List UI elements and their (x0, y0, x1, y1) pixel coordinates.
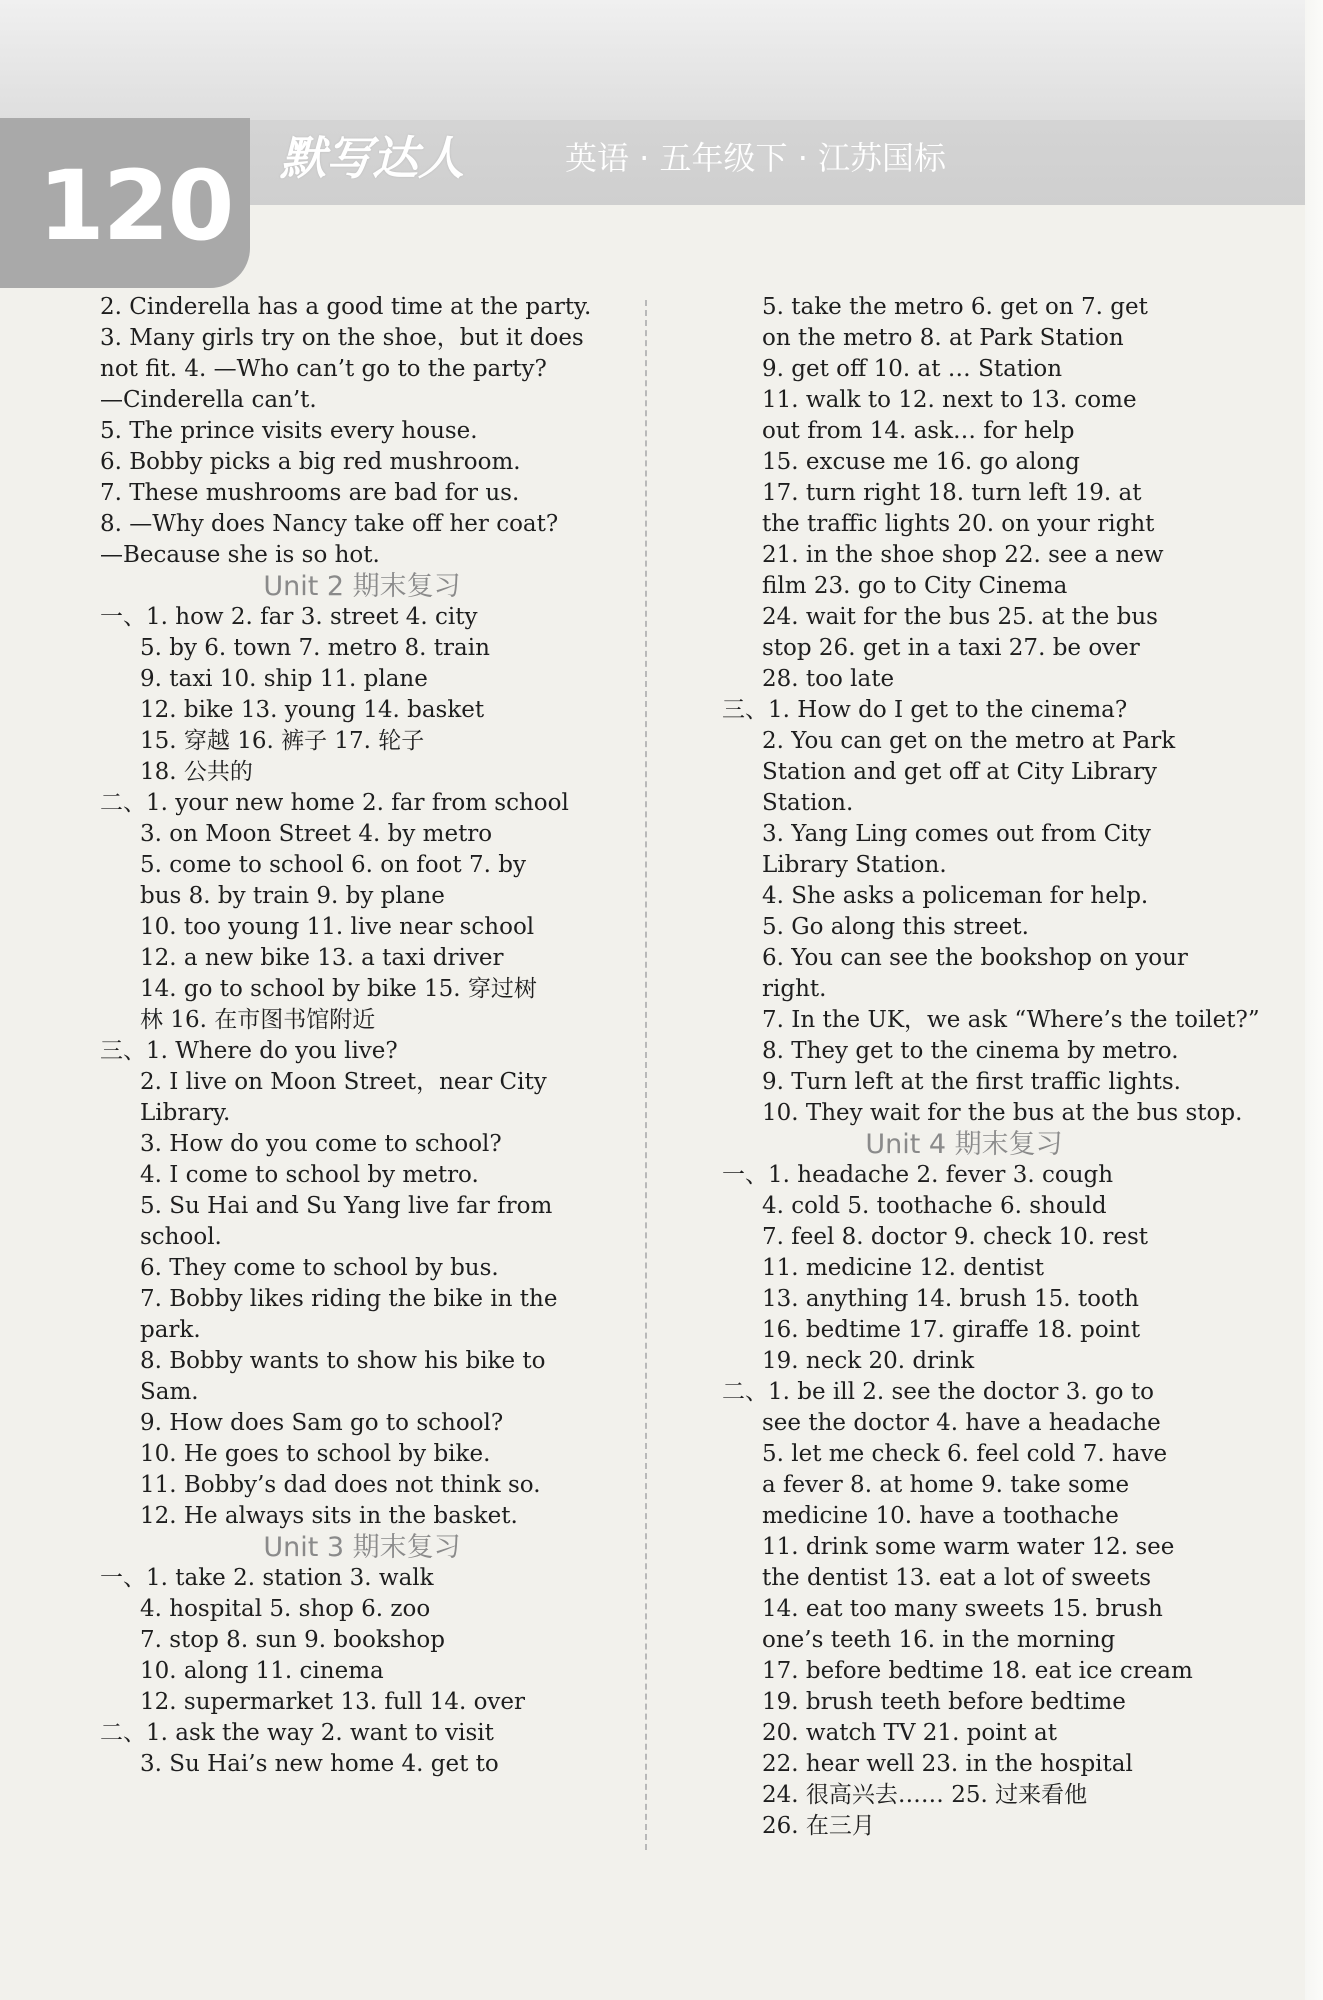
answer-line: 一、1. take 2. station 3. walk (100, 1565, 434, 1591)
answer-line: 16. bedtime 17. giraffe 18. point (762, 1317, 1141, 1343)
answer-line: 24. wait for the bus 25. at the bus (762, 604, 1158, 630)
answer-line: 2. You can get on the metro at Park (762, 728, 1176, 754)
answer-line: 二、1. be ill 2. see the doctor 3. go to (722, 1379, 1154, 1405)
answer-line: 8. They get to the cinema by metro. (762, 1038, 1179, 1064)
answer-line: 林 16. 在市图书馆附近 (140, 1007, 376, 1033)
answer-line: 11. drink some warm water 12. see (762, 1534, 1175, 1560)
answer-line: 14. eat too many sweets 15. brush (762, 1596, 1163, 1622)
answer-line: 一、1. how 2. far 3. street 4. city (100, 604, 478, 630)
answer-line: 5. The prince visits every house. (100, 418, 478, 444)
answer-line: 13. anything 14. brush 15. tooth (762, 1286, 1139, 1312)
answer-line: 10. too young 11. live near school (140, 914, 535, 940)
answer-line: 14. go to school by bike 15. 穿过树 (140, 976, 537, 1002)
answer-line: 22. hear well 23. in the hospital (762, 1751, 1133, 1777)
answer-line: 11. Bobby’s dad does not think so. (140, 1472, 541, 1498)
answer-line: 5. Su Hai and Su Yang live far from (140, 1193, 553, 1219)
column-divider (645, 300, 647, 1850)
answer-line: medicine 10. have a toothache (762, 1503, 1119, 1529)
answer-line: 6. They come to school by bus. (140, 1255, 499, 1281)
answer-line: 7. stop 8. sun 9. bookshop (140, 1627, 445, 1653)
answer-line: 7. In the UK，we ask “Where’s the toilet?” (762, 1007, 1260, 1033)
answer-line: 3. on Moon Street 4. by metro (140, 821, 493, 847)
answer-line: 4. hospital 5. shop 6. zoo (140, 1596, 431, 1622)
answer-line: see the doctor 4. have a headache (762, 1410, 1161, 1436)
answer-line: 3. Su Hai’s new home 4. get to (140, 1751, 499, 1777)
answer-line: 6. You can see the bookshop on your (762, 945, 1188, 971)
answer-line: not fit. 4. —Who can’t go to the party? (100, 356, 547, 382)
answer-line: the traffic lights 20. on your right (762, 511, 1155, 537)
answer-line: Station and get off at City Library (762, 759, 1158, 785)
brand-title: 默写达人 (280, 131, 464, 185)
answer-line: 3. Yang Ling comes out from City (762, 821, 1151, 847)
answer-line: 12. bike 13. young 14. basket (140, 697, 485, 723)
answer-line: 7. These mushrooms are bad for us. (100, 480, 520, 506)
answer-line: 9. taxi 10. ship 11. plane (140, 666, 428, 692)
answer-line: 5. come to school 6. on foot 7. by (140, 852, 526, 878)
answer-line: Station. (762, 790, 854, 816)
page-torn-edge (1305, 0, 1323, 2000)
answer-line: 8. —Why does Nancy take off her coat? (100, 511, 559, 537)
answer-line: 8. Bobby wants to show his bike to (140, 1348, 546, 1374)
answer-line: 三、1. Where do you live? (100, 1038, 398, 1064)
answer-line: 28. too late (762, 666, 895, 692)
answer-line: 2. I live on Moon Street，near City (140, 1069, 547, 1095)
answer-line: 11. medicine 12. dentist (762, 1255, 1045, 1281)
answer-line: one’s teeth 16. in the morning (762, 1627, 1116, 1653)
answer-line: 3. How do you come to school? (140, 1131, 502, 1157)
answer-line: 11. walk to 12. next to 13. come (762, 387, 1137, 413)
answer-line: school. (140, 1224, 222, 1250)
answer-line: 12. a new bike 13. a taxi driver (140, 945, 504, 971)
left-column (100, 292, 624, 1780)
unit-heading: Unit 4 期末复习 (865, 1129, 1063, 1160)
answer-line: 7. feel 8. doctor 9. check 10. rest (762, 1224, 1148, 1250)
answer-line: out from 14. ask… for help (762, 418, 1075, 444)
answer-line: Sam. (140, 1379, 199, 1405)
answer-line: 二、1. your new home 2. far from school (100, 790, 569, 816)
answer-line: 9. get off 10. at … Station (762, 356, 1063, 382)
answer-line: 5. take the metro 6. get on 7. get (762, 294, 1148, 320)
answer-line: the dentist 13. eat a lot of sweets (762, 1565, 1152, 1591)
answer-line: —Cinderella can’t. (100, 387, 317, 413)
answer-line: 19. neck 20. drink (762, 1348, 975, 1374)
answer-line: 2. Cinderella has a good time at the party. (100, 294, 592, 320)
answer-line: 5. by 6. town 7. metro 8. train (140, 635, 490, 661)
page-number: 120 (38, 150, 233, 262)
answer-line: 7. Bobby likes riding the bike in the (140, 1286, 558, 1312)
answer-line: 15. excuse me 16. go along (762, 449, 1080, 475)
answer-line: 三、1. How do I get to the cinema? (722, 697, 1128, 723)
answer-line: 4. cold 5. toothache 6. should (762, 1193, 1107, 1219)
answer-line: 10. along 11. cinema (140, 1658, 384, 1684)
answer-line: stop 26. get in a taxi 27. be over (762, 635, 1140, 661)
answer-line: park. (140, 1317, 201, 1343)
subject-label: 英语 · 五年级下 · 江苏国标 (565, 139, 947, 177)
answer-line: 一、1. headache 2. fever 3. cough (722, 1162, 1114, 1188)
unit-heading: Unit 2 期末复习 (263, 571, 461, 602)
answer-line: Library Station. (762, 852, 947, 878)
answer-line: right. (762, 976, 827, 1002)
answer-line: 10. He goes to school by bike. (140, 1441, 491, 1467)
answer-line: 19. brush teeth before bedtime (762, 1689, 1126, 1715)
answer-line: 10. They wait for the bus at the bus stop. (762, 1100, 1243, 1126)
answer-line: 3. Many girls try on the shoe，but it does (100, 325, 584, 351)
answer-line: 5. Go along this street. (762, 914, 1029, 940)
answer-line: 12. supermarket 13. full 14. over (140, 1689, 526, 1715)
answer-line: 21. in the shoe shop 22. see a new (762, 542, 1164, 568)
right-column (722, 292, 1260, 1842)
answer-line: Library. (140, 1100, 231, 1126)
answer-line: 5. let me check 6. feel cold 7. have (762, 1441, 1168, 1467)
answer-line: 18. 公共的 (140, 759, 253, 785)
unit-heading: Unit 3 期末复习 (263, 1532, 461, 1563)
answer-line: 9. Turn left at the first traffic lights. (762, 1069, 1181, 1095)
answer-line: 二、1. ask the way 2. want to visit (100, 1720, 494, 1746)
answer-line: 6. Bobby picks a big red mushroom. (100, 449, 521, 475)
answer-line: on the metro 8. at Park Station (762, 325, 1124, 351)
answer-line: 17. before bedtime 18. eat ice cream (762, 1658, 1193, 1684)
answer-line: —Because she is so hot. (100, 542, 380, 568)
answer-line: film 23. go to City Cinema (762, 573, 1068, 599)
answer-line: 20. watch TV 21. point at (762, 1720, 1057, 1746)
answer-line: a fever 8. at home 9. take some (762, 1472, 1130, 1498)
answer-line: 15. 穿越 16. 裤子 17. 轮子 (140, 728, 425, 754)
answer-line: 4. She asks a policeman for help. (762, 883, 1149, 909)
answer-line: 9. How does Sam go to school? (140, 1410, 504, 1436)
answer-line: 17. turn right 18. turn left 19. at (762, 480, 1142, 506)
answer-line: 4. I come to school by metro. (140, 1162, 479, 1188)
answer-line: 24. 很高兴去…… 25. 过来看他 (762, 1782, 1088, 1808)
header-band-top (0, 0, 1323, 120)
answer-line: bus 8. by train 9. by plane (140, 883, 445, 909)
answer-line: 26. 在三月 (762, 1813, 875, 1839)
answer-line: 12. He always sits in the basket. (140, 1503, 518, 1529)
